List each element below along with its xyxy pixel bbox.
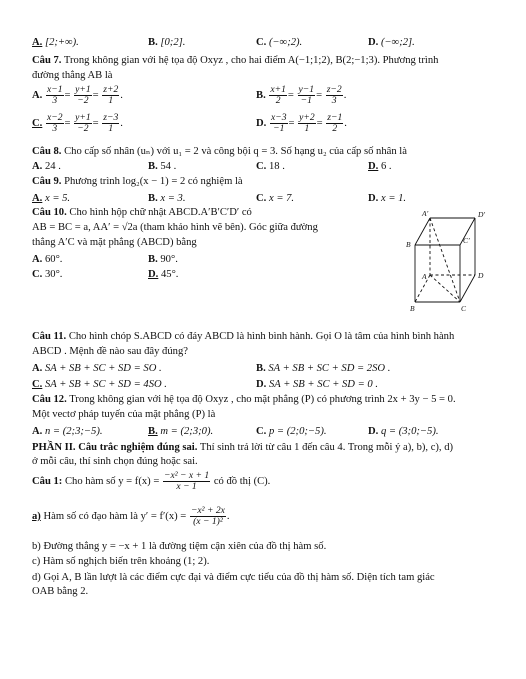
- q8-option-b[interactable]: B. 54 .: [148, 161, 177, 172]
- q10-stem: Câu 10. Cho hình hộp chữ nhật ABCD.A′B′C′D′ có: [32, 207, 252, 218]
- q12-option-d[interactable]: D. q = (3;0;−5).: [368, 426, 439, 437]
- edge-a1-b1: [415, 218, 430, 245]
- q7-stem: Câu 7. Trong không gian với hệ tọa độ Oxyz , cho hai điểm A(−1;1;2), B(2;−1;3). Phương trình: [32, 55, 439, 66]
- q7-option-d[interactable]: D. $\frac{x-3}{-1}$ = $\frac{y+2}{1}$ = $\frac{z-1}{2}$ .: [256, 112, 347, 134]
- label-b1: B: [406, 240, 411, 249]
- q7-stem-2: đường thẳng AB là: [32, 70, 113, 81]
- q6-option-c[interactable]: C. (−∞;2).: [256, 37, 303, 48]
- diagonal-a1-c-hidden: [430, 218, 460, 302]
- q7-option-c[interactable]: C. $\frac{x-2}{3}$ = $\frac{y+1}{-2}$ = $\frac{z-3}{1}$ .: [32, 112, 123, 134]
- c1-statement-d-2: OAB bằng 2.: [32, 586, 89, 597]
- q12-stem: Câu 12. Trong không gian với hệ tọa độ Oxyz , cho mặt phẳng (P) có phương trình 2x + 3y − 5 = 0.: [32, 394, 456, 405]
- q12-option-c[interactable]: C. p = (2;0;−5).: [256, 426, 327, 437]
- q11-option-d[interactable]: D. SA + SB + SC + SD = 0 .: [256, 379, 378, 390]
- q7-option-a[interactable]: A. $\frac{x-1}{3}$ = $\frac{y+1}{-2}$ = $\frac{z+2}{1}$ .: [32, 84, 123, 106]
- q11-option-a[interactable]: A. SA + SB + SC + SD = SO .: [32, 363, 162, 374]
- q10-option-c[interactable]: C. 30°.: [32, 269, 63, 280]
- c1-statement-c[interactable]: c) Hàm số nghịch biến trên khoảng (1; 2).: [32, 556, 210, 567]
- diagonal-a-c-hidden: [430, 275, 460, 302]
- q11-stem-2: ABCD . Mệnh đề nào sau đây đúng?: [32, 346, 188, 357]
- q10-stem-2: AB = BC = a, AA′ = √2a (tham khảo hình vẽ bên). Góc giữa đường: [32, 222, 318, 233]
- c1-statement-b[interactable]: b) Đường thẳng y = −x + 1 là đường tiệm cận xiên của đồ thị hàm số.: [32, 541, 327, 552]
- q9-option-d[interactable]: D. x = 1.: [368, 193, 407, 204]
- label-c: C: [461, 304, 467, 313]
- edge-c-d: [460, 275, 475, 302]
- q10-option-d[interactable]: D. 45°.: [148, 269, 179, 280]
- q12-option-b[interactable]: B. m = (2;3;0).: [148, 426, 214, 437]
- q10-option-b[interactable]: B. 90°.: [148, 254, 178, 265]
- q12-option-a[interactable]: A. n = (2;3;−5).: [32, 426, 103, 437]
- label-c1: C′: [463, 236, 470, 245]
- label-a1: A′: [422, 209, 429, 218]
- q9-option-a[interactable]: A. x = 5.: [32, 193, 71, 204]
- q7-option-b[interactable]: B. $\frac{x+1}{2}$ = $\frac{y-1}{-1}$ = $\frac{z-2}{3}$ .: [256, 84, 347, 106]
- label-b: B: [410, 304, 415, 313]
- q11-stem: Câu 11. Cho hình chóp S.ABCD có đáy ABCD là hình bình hành. Gọi O là tâm của hình bình hành: [32, 331, 455, 342]
- q6-option-a[interactable]: A. [2;+∞).: [32, 37, 79, 48]
- q8-option-a[interactable]: A. 24 .: [32, 161, 61, 172]
- label-a: A: [422, 272, 427, 281]
- part2-heading: PHẦN II. Câu trắc nghiệm đúng sai. Thí sinh trả lời từ câu 1 đến câu 4. Trong mỗi ý a), b), c), d): [32, 442, 454, 453]
- q6-option-b[interactable]: B. [0;2].: [148, 37, 186, 48]
- c1-stem: Câu 1: Cho hàm số y = f(x) = $\frac{\text{−x² − x + 1}}{x - 1}$ có đồ thị (C).: [32, 470, 271, 493]
- q9-stem: Câu 9. Phương trình log₂(x − 1) = 2 có nghiệm là: [32, 176, 243, 187]
- c1-statement-a[interactable]: a) Hàm số có đạo hàm là y′ = f′(x) = $\frac{\text{−x² + 2x}}{\text{(x − 1)²}}$ .: [32, 505, 230, 528]
- q11-option-b[interactable]: B. SA + SB + SC + SD = 2SO .: [256, 363, 391, 374]
- label-d1: D′: [478, 210, 486, 219]
- q11-option-c[interactable]: C. SA + SB + SC + SD = 4SO .: [32, 379, 167, 390]
- label-d: D: [478, 271, 484, 280]
- q8-option-d[interactable]: D. 6 .: [368, 161, 392, 172]
- box-figure: [395, 208, 513, 316]
- part2-heading-2: ở mỗi câu, thí sinh chọn đúng hoặc sai.: [32, 456, 198, 467]
- c1-statement-d[interactable]: d) Gọi A, B lần lượt là các điểm cực đại và điểm cực tiểu của đồ thị hàm số. Diện tích tam giác: [32, 572, 435, 583]
- q9-option-c[interactable]: C. x = 7.: [256, 193, 295, 204]
- q10-option-a[interactable]: A. 60°.: [32, 254, 63, 265]
- q10-stem-3: thẳng A′C và mặt phẳng (ABCD) bằng: [32, 237, 197, 248]
- q12-stem-2: Một vectơ pháp tuyến của mặt phẳng (P) là: [32, 409, 216, 420]
- q9-option-b[interactable]: B. x = 3.: [148, 193, 186, 204]
- q6-option-d[interactable]: D. (−∞;2].: [368, 37, 415, 48]
- q8-option-c[interactable]: C. 18 .: [256, 161, 285, 172]
- q8-stem: Câu 8. Cho cấp số nhân (uₙ) với u₁ = 2 và công bội q = 3. Số hạng u₂ của cấp số nhân là: [32, 146, 407, 157]
